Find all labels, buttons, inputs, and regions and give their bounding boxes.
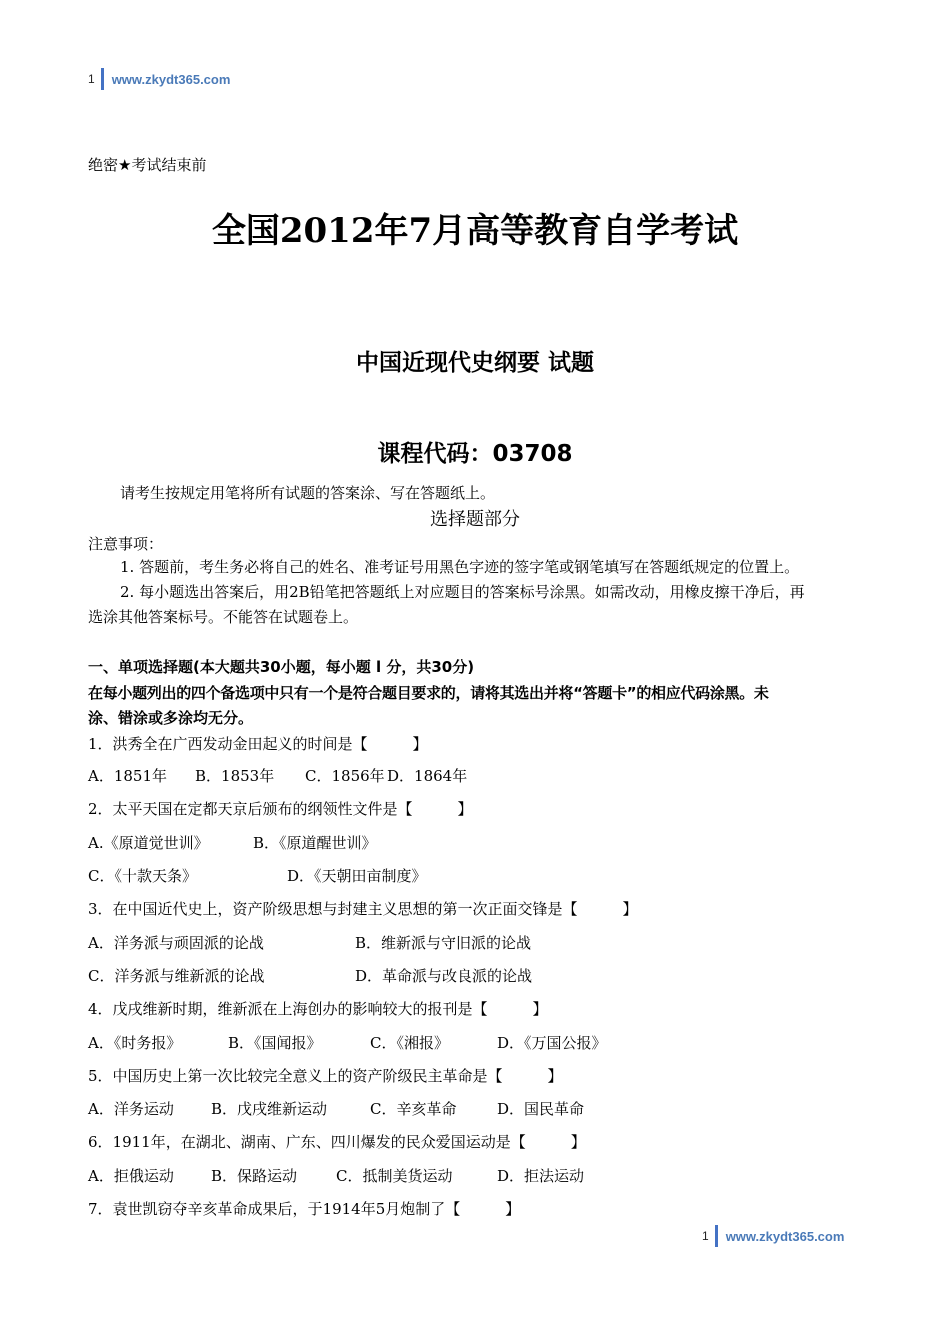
q2-option-a: A.《原道觉世训》 xyxy=(88,834,209,852)
question-2: 2．太平天国在定都天京后颁布的纲领性文件是【 】 xyxy=(88,800,473,818)
subject-title: 中国近现代史纲要 试题 xyxy=(355,350,594,376)
question-1: 1．洪秀全在广西发动金田起义的时间是【 】 xyxy=(88,735,428,753)
footer-site-link[interactable]: www.zkydt365.com xyxy=(725,1228,845,1244)
q5-option-d: D．国民革命 xyxy=(497,1100,585,1118)
header-site-link[interactable]: www.zkydt365.com xyxy=(111,71,231,87)
question-3: 3．在中国近代史上，资产阶级思想与封建主义思想的第一次正面交锋是【 】 xyxy=(88,900,638,918)
question-4: 4．戊戌维新时期，维新派在上海创办的影响较大的报刊是【 】 xyxy=(88,1000,548,1018)
q6-option-b: B．保路运动 xyxy=(211,1167,298,1185)
header-page-number: 1 xyxy=(88,72,95,86)
q1-option-a: A．1851年 xyxy=(88,767,168,785)
q5-option-a: A．洋务运动 xyxy=(88,1100,174,1118)
q3-option-c: C．洋务派与维新派的论战 xyxy=(88,967,265,985)
q4-option-d: D．《万国公报》 xyxy=(497,1034,607,1052)
q4-option-c: C．《湘报》 xyxy=(370,1034,449,1052)
exam-title: 全国2012年7月高等教育自学考试 xyxy=(211,211,739,251)
page-footer xyxy=(702,1225,844,1247)
part1-desc-cont: 涂、错涂或多涂均无分。 xyxy=(88,709,254,727)
q1-option-b: B．1853年 xyxy=(195,767,275,785)
notes-title: 注意事项： xyxy=(88,535,164,553)
question-7: 7．袁世凯窃夺辛亥革命成果后，于1914年5月炮制了【 】 xyxy=(88,1200,521,1218)
footer-divider xyxy=(715,1225,718,1247)
q6-option-d: D．拒法运动 xyxy=(497,1167,585,1185)
part1-heading: 一、单项选择题(本大题共30小题，每小题 l 分，共30分) xyxy=(88,658,475,676)
q3-option-d: D．革命派与改良派的论战 xyxy=(355,967,533,985)
notes-item-1: 1. 答题前，考生务必将自己的姓名、准考证号用黑色字迹的签字笔或钢笔填写在答题纸规定的位置上。 xyxy=(120,558,800,576)
course-code: 课程代码：03708 xyxy=(377,441,573,467)
notes-item-2-cont: 选涂其他答案标号。不能答在试题卷上。 xyxy=(88,608,359,626)
question-5: 5．中国历史上第一次比较完全意义上的资产阶级民主革命是【 】 xyxy=(88,1067,563,1085)
q2-option-c: C．《十款天条》 xyxy=(88,867,197,885)
notes-item-2: 2. 每小题选出答案后，用2B铅笔把答题纸上对应题目的答案标号涂黑。如需改动，用橡皮擦干净后，再 xyxy=(120,583,805,601)
part1-desc: 在每小题列出的四个备选项中只有一个是符合题目要求的，请将其选出并将“答题卡”的相应代码涂黑。未 xyxy=(88,684,769,702)
footer-page-number: 1 xyxy=(702,1229,709,1243)
q2-option-b: B．《原道醒世训》 xyxy=(253,834,377,852)
q1-option-d: D．1864年 xyxy=(387,767,468,785)
instruction-text: 请考生按规定用笔将所有试题的答案涂、写在答题纸上。 xyxy=(120,484,496,502)
q6-option-a: A．拒俄运动 xyxy=(88,1167,174,1185)
q4-option-b: B．《国闻报》 xyxy=(228,1034,322,1052)
q3-option-b: B．维新派与守旧派的论战 xyxy=(355,934,532,952)
q6-option-c: C．抵制美货运动 xyxy=(336,1167,453,1185)
q5-option-b: B．戊戌维新运动 xyxy=(211,1100,328,1118)
header-divider xyxy=(101,68,104,90)
q3-option-a: A．洋务派与顽固派的论战 xyxy=(88,934,264,952)
page-header xyxy=(88,68,230,90)
secret-label: 绝密★考试结束前 xyxy=(88,156,207,174)
q5-option-c: C．辛亥革命 xyxy=(370,1100,457,1118)
question-6: 6．1911年，在湖北、湖南、广东、四川爆发的民众爱国运动是【 】 xyxy=(88,1133,586,1151)
q4-option-a: A．《时务报》 xyxy=(88,1034,182,1052)
section-title: 选择题部分 xyxy=(430,509,520,530)
q1-option-c: C．1856年 xyxy=(305,767,385,785)
q2-option-d: D．《天朝田亩制度》 xyxy=(287,867,427,885)
